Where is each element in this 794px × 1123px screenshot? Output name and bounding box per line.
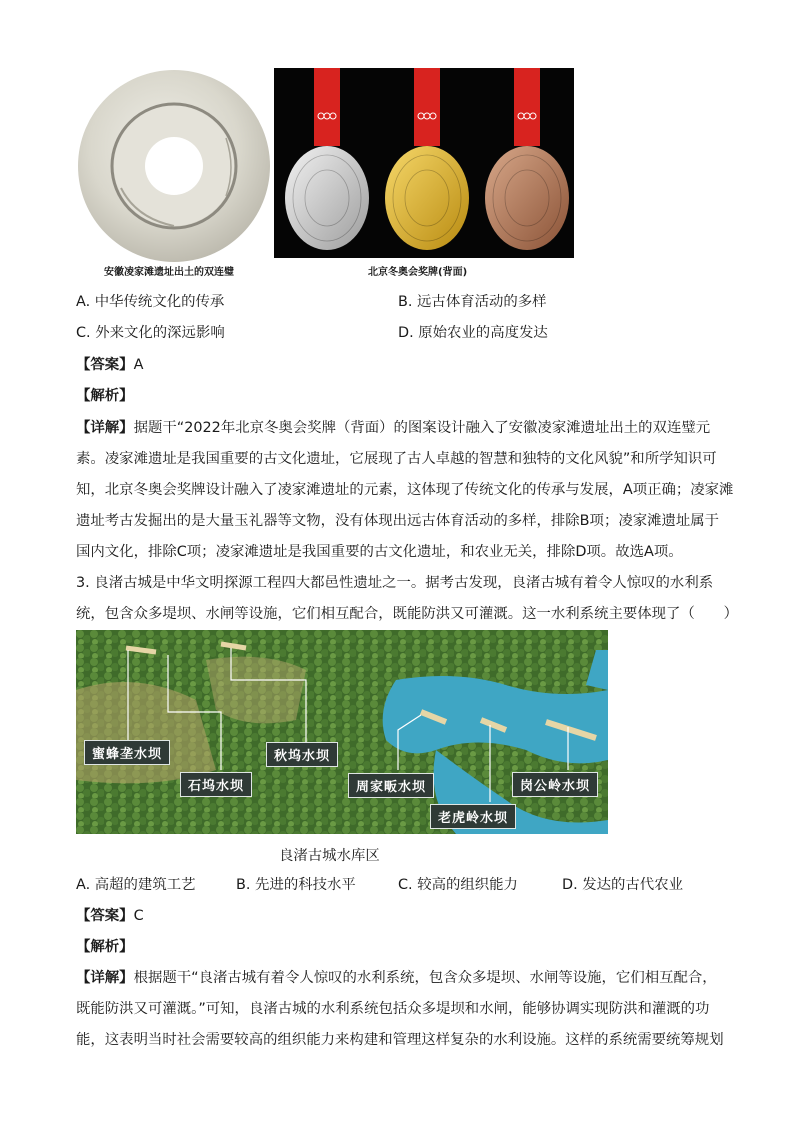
figure-caption-jade: 安徽凌家滩遗址出土的双连璧 — [104, 267, 234, 278]
dam-label-laohuling: 老虎岭水坝 — [430, 804, 516, 829]
q3-answer: 【答案】C — [76, 908, 144, 924]
q2-option-d: D. 原始农业的高度发达 — [398, 325, 548, 341]
q2-answer: 【答案】A — [76, 357, 144, 373]
olympic-medals-image — [274, 68, 574, 258]
q2-detail-line-3: 知，北京冬奥会奖牌设计融入了凌家滩遗址的元素，这体现了传统文化的传承与发展，A项正确；凌家滩 — [76, 482, 734, 498]
q3-detail-line-3: 能，这表明当时社会需要较高的组织能力来构建和管理这样复杂的水利设施。这样的系统需要统筹规划 — [76, 1032, 724, 1048]
q3-stem-line-1: 3. 良渚古城是中华文明探源工程四大都邑性遗址之一。据考古发现，良渚古城有着令人惊叹的水利系 — [76, 575, 714, 591]
liangzhu-reservoir-map — [76, 630, 608, 834]
q2-option-a: A. 中华传统文化的传承 — [76, 294, 225, 310]
q2-detail-line-4: 遗址考古发掘出的是大量玉礼器等文物，没有体现出远古体育活动的多样，排除B项；凌家滩遗址属于 — [76, 513, 720, 529]
q2-analysis-heading: 【解析】 — [76, 388, 134, 404]
q3-analysis-heading: 【解析】 — [76, 939, 134, 955]
q3-detail-line-1: 【详解】根据题干“良渚古城有着令人惊叹的水利系统，包含众多堤坝、水闸等设施，它们相互配合， — [76, 970, 717, 986]
dam-label-shiwu: 石坞水坝 — [180, 772, 252, 797]
q2-detail-line-2: 素。凌家滩遗址是我国重要的古文化遗址，它展现了古人卓越的智慧和独特的文化风貌”和所学知识可 — [76, 451, 717, 467]
q2-option-c: C. 外来文化的深远影响 — [76, 325, 225, 341]
q3-option-a: A. 高超的建筑工艺 — [76, 877, 196, 893]
dam-label-zhoujiafan: 周家畈水坝 — [348, 773, 434, 798]
jade-double-bi-image — [76, 68, 272, 264]
dam-label-ganggongling: 岗公岭水坝 — [512, 772, 598, 797]
figure-caption-medals: 北京冬奥会奖牌(背面) — [368, 267, 468, 278]
q3-option-b: B. 先进的科技水平 — [236, 877, 356, 893]
dam-label-mifenglong: 蜜蜂垄水坝 — [84, 740, 170, 765]
q3-option-d: D. 发达的古代农业 — [562, 877, 683, 893]
q2-detail-line-1: 【详解】据题干“2022年北京冬奥会奖牌（背面）的图案设计融入了安徽凌家滩遗址出土的双连璧元 — [76, 420, 711, 436]
q3-stem-line-2: 统，包含众多堤坝、水闸等设施，它们相互配合，既能防洪又可灌溉。这一水利系统主要体现了（ ） — [76, 606, 738, 622]
dam-label-qiuwu: 秋坞水坝 — [266, 742, 338, 767]
q2-option-b: B. 远古体育活动的多样 — [398, 294, 547, 310]
map-caption: 良渚古城水库区 — [279, 848, 380, 864]
q3-option-c: C. 较高的组织能力 — [398, 877, 518, 893]
q2-detail-line-5: 国内文化，排除C项；凌家滩遗址是我国重要的古文化遗址，和农业无关，排除D项。故选A项。 — [76, 544, 683, 560]
q3-detail-line-2: 既能防洪又可灌溉。”可知，良渚古城的水利系统包括众多堤坝和水闸，能够协调实现防洪和灌溉的功 — [76, 1001, 710, 1017]
